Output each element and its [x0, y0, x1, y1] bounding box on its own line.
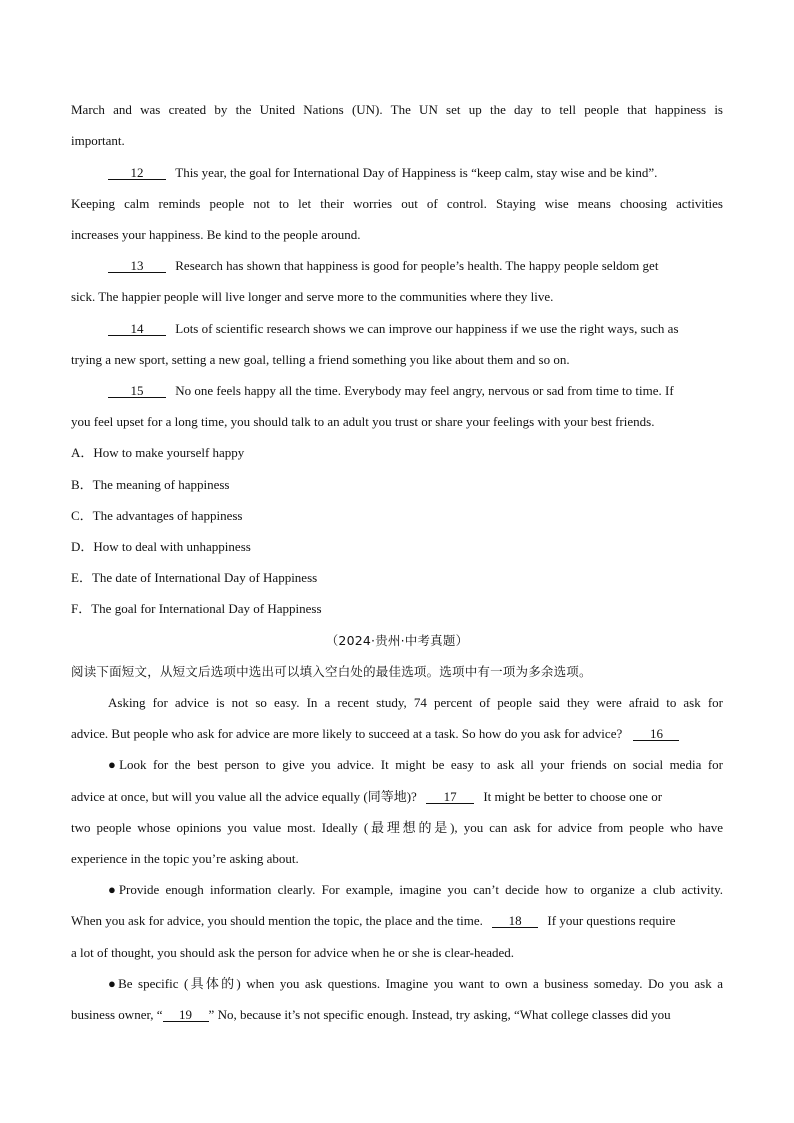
- passage2-line: ●Look for the best person to give you advice. It might be easy to ask all your friends on social media for: [108, 757, 723, 772]
- blank-17[interactable]: 17: [426, 790, 474, 804]
- option-f: F．The goal for International Day of Happiness: [71, 601, 322, 616]
- paragraph-14: [108, 321, 723, 337]
- paragraph-13: [108, 258, 723, 274]
- passage2-line: experience in the topic you’re asking about.: [71, 851, 299, 866]
- passage1-line: March and was created by the United Nations (UN). The UN set up the day to tell people that happiness is: [71, 102, 723, 117]
- option-b: B．The meaning of happiness: [71, 477, 230, 492]
- blank-16[interactable]: 16: [633, 727, 679, 741]
- blank-18[interactable]: 18: [492, 914, 538, 928]
- option-c: C．The advantages of happiness: [71, 508, 243, 523]
- paragraph-text: It might be better to choose one or: [483, 789, 663, 804]
- instruction-text: 阅读下面短文，从短文后选项中选出可以填入空白处的最佳选项。选项中有一项为多余选项。: [71, 664, 592, 679]
- paragraph-text: trying a new sport, setting a new goal, telling a friend something you like about them and so on.: [71, 352, 570, 367]
- paragraph-text: When you ask for advice, you should mention the topic, the place and the time.: [71, 913, 483, 928]
- blank-12[interactable]: 12: [108, 166, 166, 180]
- option-e: E．The date of International Day of Happiness: [71, 570, 318, 585]
- paragraph-18: [71, 913, 723, 929]
- passage2-line: a lot of thought, you should ask the person for advice when he or she is clear-headed.: [71, 945, 515, 960]
- paragraph-text: sick. The happier people will live longer and serve more to the communities where they live.: [71, 289, 554, 304]
- paragraph-text: Keeping calm reminds people not to let their worries out of control. Staying wise means choosing activities: [71, 196, 723, 211]
- passage2-line: two people whose opinions you value most. Ideally (最理想的是), you can ask for advice from people who have: [71, 820, 723, 835]
- blank-13[interactable]: 13: [108, 259, 166, 273]
- paragraph-17: [71, 789, 723, 805]
- paragraph-text: Research has shown that happiness is good for people’s health. The happy people seldom get: [175, 258, 659, 273]
- paragraph-text: ” No, because it’s not specific enough. Instead, try asking, “What college classes did you: [208, 1007, 671, 1022]
- paragraph-text: advice at once, but will you value all the advice equally (同等地)?: [71, 789, 417, 804]
- blank-19[interactable]: 19: [163, 1008, 209, 1022]
- passage2-line: ●Provide enough information clearly. For example, imagine you can’t decide how to organize a club activity.: [108, 882, 723, 897]
- passage1-line: important.: [71, 133, 125, 148]
- option-a: A．How to make yourself happy: [71, 445, 245, 460]
- passage2-line: ●Be specific (具体的) when you ask questions. Imagine you want to own a business someday. Do you ask a: [108, 976, 723, 991]
- paragraph-text: This year, the goal for International Day of Happiness is “keep calm, stay wise and be kind”.: [175, 165, 658, 180]
- source-label: （2024·贵州·中考真题）: [325, 633, 469, 648]
- paragraph-19: [71, 1007, 723, 1023]
- paragraph-text: advice. But people who ask for advice are more likely to succeed at a task. So how do you ask for advice?: [71, 726, 623, 741]
- paragraph-16: [71, 726, 723, 742]
- option-d: D．How to deal with unhappiness: [71, 539, 251, 554]
- blank-15[interactable]: 15: [108, 384, 166, 398]
- paragraph-12: [108, 165, 723, 181]
- paragraph-text: you feel upset for a long time, you should talk to an adult you trust or share your feelings with your best friends.: [71, 414, 655, 429]
- paragraph-text: business owner, “: [71, 1007, 163, 1022]
- blank-14[interactable]: 14: [108, 322, 166, 336]
- paragraph-text: increases your happiness. Be kind to the people around.: [71, 227, 361, 242]
- paragraph-text: No one feels happy all the time. Everybody may feel angry, nervous or sad from time to time. If: [175, 383, 674, 398]
- paragraph-15: [108, 383, 723, 399]
- passage2-line: Asking for advice is not so easy. In a recent study, 74 percent of people said they were afraid to ask for: [108, 695, 723, 710]
- paragraph-text: If your questions require: [547, 913, 676, 928]
- paragraph-text: Lots of scientific research shows we can improve our happiness if we use the right ways, such as: [175, 321, 679, 336]
